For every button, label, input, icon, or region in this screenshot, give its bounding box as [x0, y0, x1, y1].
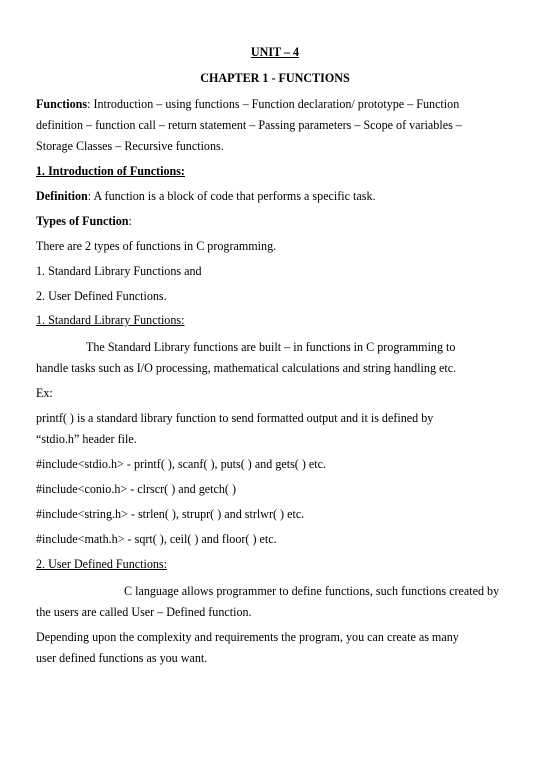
printf-description-line-1: printf( ) is a standard library function to send formatted output and it is defined by: [36, 411, 434, 425]
printf-description-line-2: “stdio.h” header file.: [36, 432, 137, 446]
section-heading-introduction: 1. Introduction of Functions:: [36, 164, 185, 178]
types-heading-colon: :: [128, 214, 132, 228]
section-heading-standard-library: 1. Standard Library Functions:: [36, 313, 185, 327]
include-stdio-line: #include<stdio.h> - printf( ), scanf( ), puts( ) and gets( ) etc.: [36, 457, 327, 471]
syllabus-label: Functions: [36, 97, 88, 111]
user-defined-paragraph2-line-1: Depending upon the complexity and requirements the program, you can create as many: [36, 630, 459, 644]
types-list-item: 1. Standard Library Functions and: [36, 264, 202, 278]
definition-line: [36, 189, 376, 204]
user-defined-paragraph-line-2: the users are called User – Defined function.: [36, 605, 252, 619]
include-math-line: #include<math.h> - sqrt( ), ceil( ) and floor( ) etc.: [36, 532, 277, 546]
include-string-line: #include<string.h> - strlen( ), strupr( ) and strlwr( ) etc.: [36, 507, 305, 521]
syllabus-line-1: [36, 97, 459, 112]
types-list-item: 2. User Defined Functions.: [36, 289, 167, 303]
chapter-title: CHAPTER 1 - FUNCTIONS: [200, 71, 350, 85]
std-lib-paragraph-line-2: handle tasks such as I/O processing, mathematical calculations and string handling etc.: [36, 361, 457, 375]
unit-title: UNIT – 4: [250, 45, 300, 59]
syllabus-line-3: Storage Classes – Recursive functions.: [36, 139, 224, 153]
types-heading-label: Types of Function: [36, 214, 129, 228]
example-label: Ex:: [36, 386, 53, 400]
section-heading-user-defined: 2. User Defined Functions:: [36, 557, 167, 571]
definition-text: : A function is a block of code that performs a specific task.: [87, 189, 376, 203]
syllabus-text-1: : Introduction – using functions – Function declaration/ prototype – Function: [87, 97, 460, 111]
types-intro: There are 2 types of functions in C programming.: [36, 239, 277, 253]
include-conio-line: #include<conio.h> - clrscr( ) and getch( ): [36, 482, 237, 496]
user-defined-paragraph-line-1: C language allows programmer to define functions, such functions created by: [124, 584, 500, 598]
std-lib-paragraph-line-1: The Standard Library functions are built – in functions in C programming to: [86, 340, 456, 354]
types-heading: [36, 214, 132, 229]
user-defined-paragraph2-line-2: user defined functions as you want.: [36, 651, 208, 665]
definition-label: Definition: [36, 189, 88, 203]
syllabus-line-2: definition – function call – return statement – Passing parameters – Scope of variables –: [36, 118, 462, 132]
